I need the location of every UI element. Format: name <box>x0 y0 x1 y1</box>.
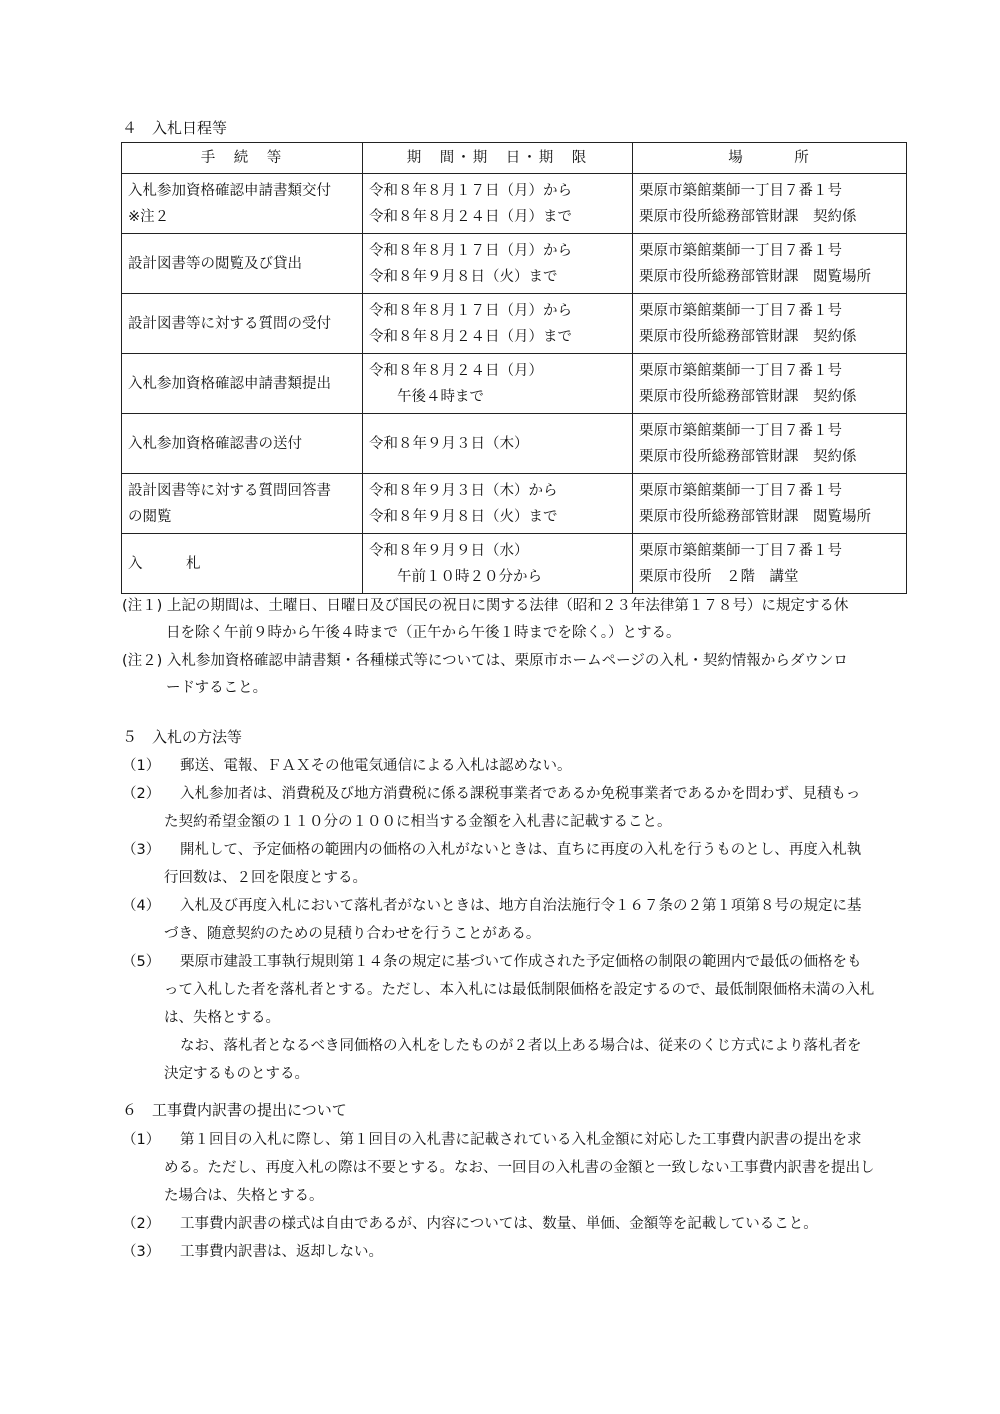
list-item-number: （2） <box>122 786 161 802</box>
procedure-cell-line: ※注２ <box>128 208 170 225</box>
place-cell-line: 栗原市築館薬師一丁目７番１号 <box>639 542 842 559</box>
period-cell-line: 令和８年８月１７日（月）から <box>369 302 572 319</box>
period-cell-line: 令和８年８月２４日（月） <box>369 362 543 379</box>
list-item-line: 入札及び再度入札において落札者がないときは、地方自治法施行令１６７条の２第１項第８号の規定に基 <box>180 898 862 914</box>
header-place: 場 所 <box>633 143 907 174</box>
period-cell-line: 令和８年９月８日（火）まで <box>369 268 558 285</box>
note-1 <box>122 593 922 647</box>
place-cell-line: 栗原市築館薬師一丁目７番１号 <box>639 422 842 439</box>
period-cell-line: 午前１０時２０分から <box>397 568 542 585</box>
procedure-cell-line: 設計図書等の閲覧及び貸出 <box>128 255 302 272</box>
list-item-line: って入札した者を落札者とする。ただし、本入札には最低制限価格を設定するので、最低制限価格未満の入札 <box>164 982 875 998</box>
table-row <box>122 534 907 594</box>
list-item-line: 第１回目の入札に際し、第１回目の入札書に記載されている入札金額に対応した工事費内訳書の提出を求 <box>180 1132 862 1148</box>
section-4-title: ４ 入札日程等 <box>122 119 228 137</box>
list-item-line: 行回数は、２回を限度とする。 <box>164 870 367 886</box>
note-2-lead: (注２) 入札参加資格確認申請書類・各種様式等については、栗原市ホームページの入札・契約情報からダウンロ <box>122 653 848 669</box>
list-item-line: 工事費内訳書は、返却しない。 <box>180 1244 383 1260</box>
list-item-line: 工事費内訳書の様式は自由であるが、内容については、数量、単価、金額等を記載していること。 <box>180 1216 818 1232</box>
list-item-number: （1） <box>122 1132 161 1148</box>
list-item-number: （1） <box>122 758 161 774</box>
list-item <box>122 780 922 836</box>
procedure-cell-line: 入 札 <box>128 555 201 572</box>
place-cell-line: 栗原市築館薬師一丁目７番１号 <box>639 302 842 319</box>
place-cell-line: 栗原市築館薬師一丁目７番１号 <box>639 482 842 499</box>
procedure-cell <box>122 294 363 354</box>
period-cell-line: 令和８年８月２４日（月）まで <box>369 328 572 345</box>
list-item <box>122 892 922 948</box>
list-item-line: た場合は、失格とする。 <box>164 1188 324 1204</box>
place-cell-line: 栗原市役所総務部管財課 契約係 <box>639 448 857 465</box>
list-item-line: 開札して、予定価格の範囲内の価格の入札がないときは、直ちに再度の入札を行うものとし、再度入札執 <box>180 842 862 858</box>
period-cell-line: 令和８年９月３日（木）から <box>369 482 558 499</box>
procedure-cell <box>122 354 363 414</box>
place-cell-line: 栗原市築館薬師一丁目７番１号 <box>639 242 842 259</box>
procedure-cell <box>122 474 363 534</box>
procedure-cell <box>122 414 363 474</box>
list-item-line: 入札参加者は、消費税及び地方消費税に係る課税事業者であるか免税事業者であるかを問わず、見積もっ <box>180 786 861 802</box>
list-item <box>122 752 922 780</box>
place-cell-line: 栗原市役所総務部管財課 契約係 <box>639 328 857 345</box>
list-item <box>122 1238 922 1266</box>
list-item-line: た契約希望金額の１１０分の１００に相当する金額を入札書に記載すること。 <box>164 814 672 830</box>
procedure-cell <box>122 234 363 294</box>
place-cell-line: 栗原市役所総務部管財課 契約係 <box>639 388 857 405</box>
list-item <box>122 948 922 1088</box>
period-cell <box>363 354 633 414</box>
place-cell <box>633 234 907 294</box>
place-cell-line: 栗原市築館薬師一丁目７番１号 <box>639 362 842 379</box>
note-2-cont: ードすること。 <box>166 680 268 696</box>
procedure-cell-line: 設計図書等に対する質問の受付 <box>128 315 331 332</box>
list-item-line: 郵送、電報、ＦＡＸその他電気通信による入札は認めない。 <box>180 758 572 774</box>
table-header-row <box>122 143 907 174</box>
list-item-line: は、失格とする。 <box>164 1010 280 1026</box>
section-5-title: ５ 入札の方法等 <box>122 728 243 746</box>
place-cell <box>633 294 907 354</box>
table-row <box>122 234 907 294</box>
list-item <box>122 836 922 892</box>
period-cell <box>363 234 633 294</box>
place-cell <box>633 474 907 534</box>
list-item-number: （2） <box>122 1216 161 1232</box>
period-cell-line: 令和８年８月１７日（月）から <box>369 182 572 199</box>
note-1-lead: (注１) 上記の期間は、土曜日、日曜日及び国民の祝日に関する法律（昭和２３年法律第１７８号）に規定する休 <box>122 598 849 614</box>
procedure-cell-line: 設計図書等に対する質問回答書 <box>128 482 331 499</box>
place-cell <box>633 534 907 594</box>
place-cell <box>633 174 907 234</box>
period-cell-line: 午後４時まで <box>397 388 484 405</box>
schedule-table <box>121 142 907 594</box>
header-period: 期 間・期 日・期 限 <box>363 143 633 174</box>
period-cell <box>363 474 633 534</box>
table-row <box>122 174 907 234</box>
place-cell <box>633 414 907 474</box>
procedure-cell-line: 入札参加資格確認書の送付 <box>128 435 302 452</box>
period-cell <box>363 534 633 594</box>
period-cell <box>363 294 633 354</box>
procedure-cell-line: 入札参加資格確認申請書類交付 <box>128 182 331 199</box>
procedure-cell-line: の閲覧 <box>128 508 172 525</box>
place-cell-line: 栗原市役所総務部管財課 契約係 <box>639 208 857 225</box>
list-item <box>122 1126 922 1210</box>
period-cell <box>363 174 633 234</box>
list-item-line: める。ただし、再度入札の際は不要とする。なお、一回目の入札書の金額と一致しない工事費内訳書を提出し <box>164 1160 875 1176</box>
note-1-cont: 日を除く午前９時から午後４時まで（正午から午後１時までを除く。）とする。 <box>166 625 681 641</box>
period-cell-line: 令和８年９月３日（木） <box>369 435 529 452</box>
list-item-paragraph-line: なお、落札者となるべき同価格の入札をしたものが２者以上ある場合は、従来のくじ方式により落札者を <box>180 1038 862 1054</box>
place-cell <box>633 354 907 414</box>
header-procedure: 手 続 等 <box>122 143 363 174</box>
list-item-number: （3） <box>122 1244 161 1260</box>
period-cell-line: 令和８年９月８日（火）まで <box>369 508 558 525</box>
place-cell-line: 栗原市役所総務部管財課 閲覧場所 <box>639 268 871 285</box>
procedure-cell-line: 入札参加資格確認申請書類提出 <box>128 375 331 392</box>
table-row <box>122 414 907 474</box>
place-cell-line: 栗原市役所総務部管財課 閲覧場所 <box>639 508 871 525</box>
list-item-number: （4） <box>122 898 161 914</box>
place-cell-line: 栗原市築館薬師一丁目７番１号 <box>639 182 842 199</box>
section-6-title: ６ 工事費内訳書の提出について <box>122 1101 347 1119</box>
list-item-line: 栗原市建設工事執行規則第１４条の規定に基づいて作成された予定価格の制限の範囲内で最低の価格をも <box>180 954 862 970</box>
procedure-cell <box>122 534 363 594</box>
list-item <box>122 1210 922 1238</box>
period-cell-line: 令和８年９月９日（水） <box>369 542 529 559</box>
period-cell <box>363 414 633 474</box>
note-2 <box>122 648 922 702</box>
list-item-line: づき、随意契約のための見積り合わせを行うことがある。 <box>164 926 541 942</box>
list-item-paragraph-line: 決定するものとする。 <box>164 1066 309 1082</box>
table-row <box>122 354 907 414</box>
period-cell-line: 令和８年８月１７日（月）から <box>369 242 572 259</box>
table-row <box>122 294 907 354</box>
place-cell-line: 栗原市役所 ２階 講堂 <box>639 568 799 585</box>
period-cell-line: 令和８年８月２４日（月）まで <box>369 208 572 225</box>
list-item-number: （3） <box>122 842 161 858</box>
procedure-cell <box>122 174 363 234</box>
list-item-number: （5） <box>122 954 161 970</box>
table-row <box>122 474 907 534</box>
